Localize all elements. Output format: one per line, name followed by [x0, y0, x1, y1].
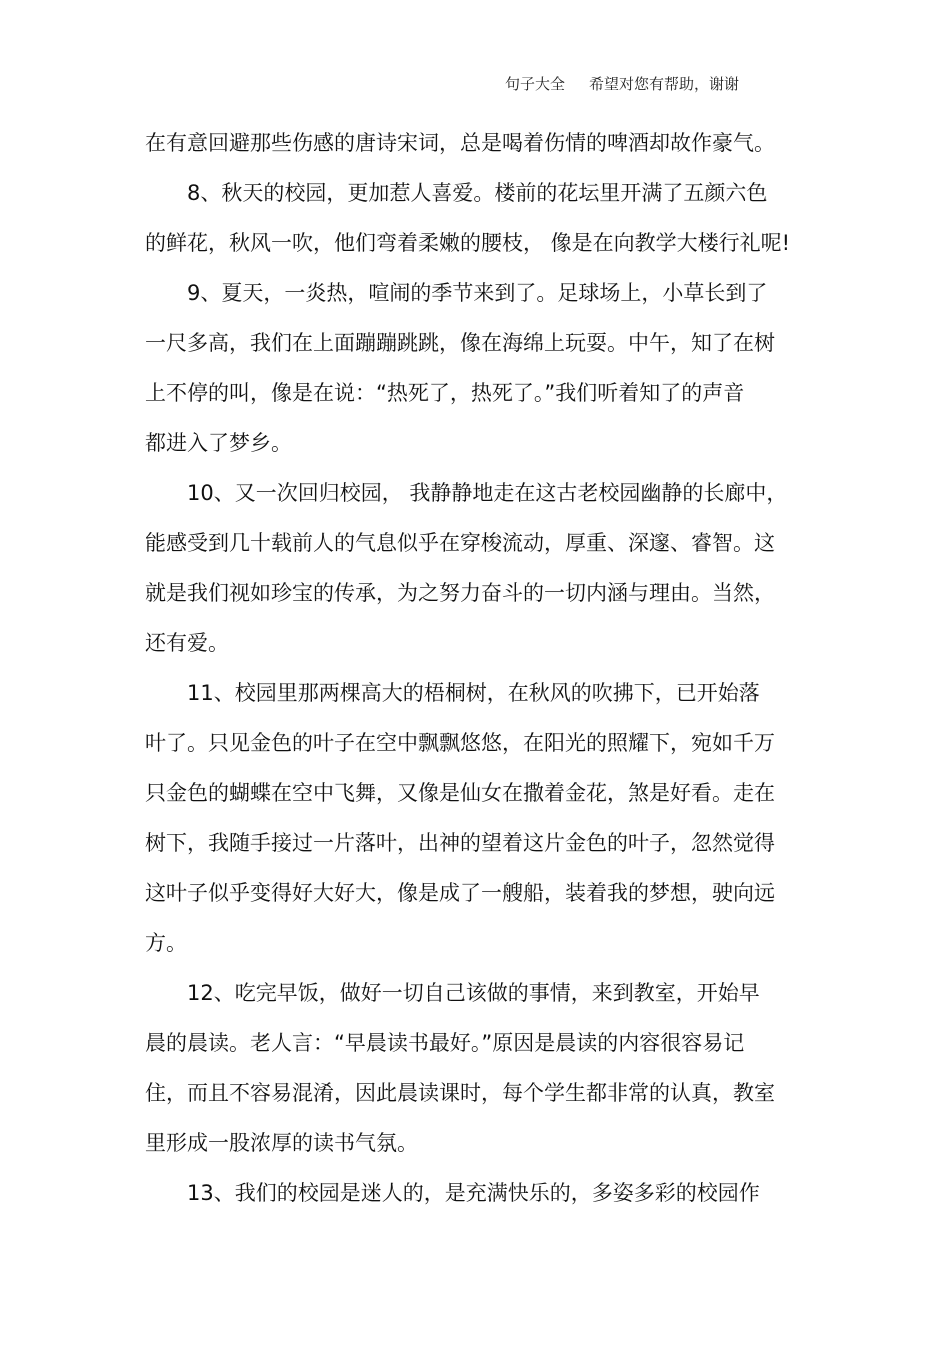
- text-line: 12、吃完早饭，做好一切自己该做的事情，来到教室，开始早: [187, 981, 760, 1005]
- text-line: 11、校园里那两棵高大的梧桐树，在秋风的吹拂下，已开始落: [187, 681, 760, 705]
- text-line: 就是我们视如珍宝的传承，为之努力奋斗的一切内涵与理由。当然，: [145, 581, 775, 605]
- header-site-name: 句子大全: [505, 75, 566, 93]
- text-line: 住，而且不容易混淆，因此晨读课时，每个学生都非常的认真，教室: [145, 1081, 775, 1105]
- page-header: [505, 74, 805, 94]
- text-line: 10、又一次回归校园， 我静静地走在这古老校园幽静的长廊中，: [187, 481, 788, 505]
- header-tagline: 希望对您有帮助，谢谢: [589, 75, 740, 93]
- text-line: 9、夏天，一炎热，喧闹的季节来到了。足球场上，小草长到了: [187, 281, 768, 305]
- text-line: 晨的晨读。老人言：“早晨读书最好。”原因是晨读的内容很容易记: [145, 1031, 745, 1055]
- text-line: 叶了。只见金色的叶子在空中飘飘悠悠，在阳光的照耀下，宛如千万: [145, 731, 775, 755]
- text-line: 方。: [145, 931, 187, 955]
- text-line: 里形成一股浓厚的读书气氛。: [145, 1131, 418, 1155]
- text-line: 这叶子似乎变得好大好大，像是成了一艘船，装着我的梦想，驶向远: [145, 881, 775, 905]
- text-line: 都进入了梦乡。: [145, 431, 292, 455]
- text-line: 13、我们的校园是迷人的，是充满快乐的，多姿多彩的校园作: [187, 1181, 760, 1205]
- text-line: 一尺多高，我们在上面蹦蹦跳跳，像在海绵上玩耍。中午，知了在树: [145, 331, 775, 355]
- text-line: 只金色的蝴蝶在空中飞舞，又像是仙女在撒着金花，煞是好看。走在: [145, 781, 775, 805]
- body-text: [145, 122, 795, 1222]
- text-line: 上不停的叫，像是在说：“热死了，热死了。”我们听着知了的声音: [145, 381, 745, 405]
- text-line: 的鲜花，秋风一吹，他们弯着柔嫩的腰枝， 像是在向教学大楼行礼呢!: [145, 231, 791, 255]
- text-line: 8、秋天的校园，更加惹人喜爱。楼前的花坛里开满了五颜六色: [187, 181, 768, 205]
- text-line: 树下，我随手接过一片落叶，出神的望着这片金色的叶子，忽然觉得: [145, 831, 775, 855]
- text-line: 在有意回避那些伤感的唐诗宋词，总是喝着伤情的啤酒却故作豪气。: [145, 131, 775, 155]
- text-line: 能感受到几十载前人的气息似乎在穿梭流动，厚重、深邃、睿智。这: [145, 531, 775, 555]
- text-line: 还有爱。: [145, 631, 229, 655]
